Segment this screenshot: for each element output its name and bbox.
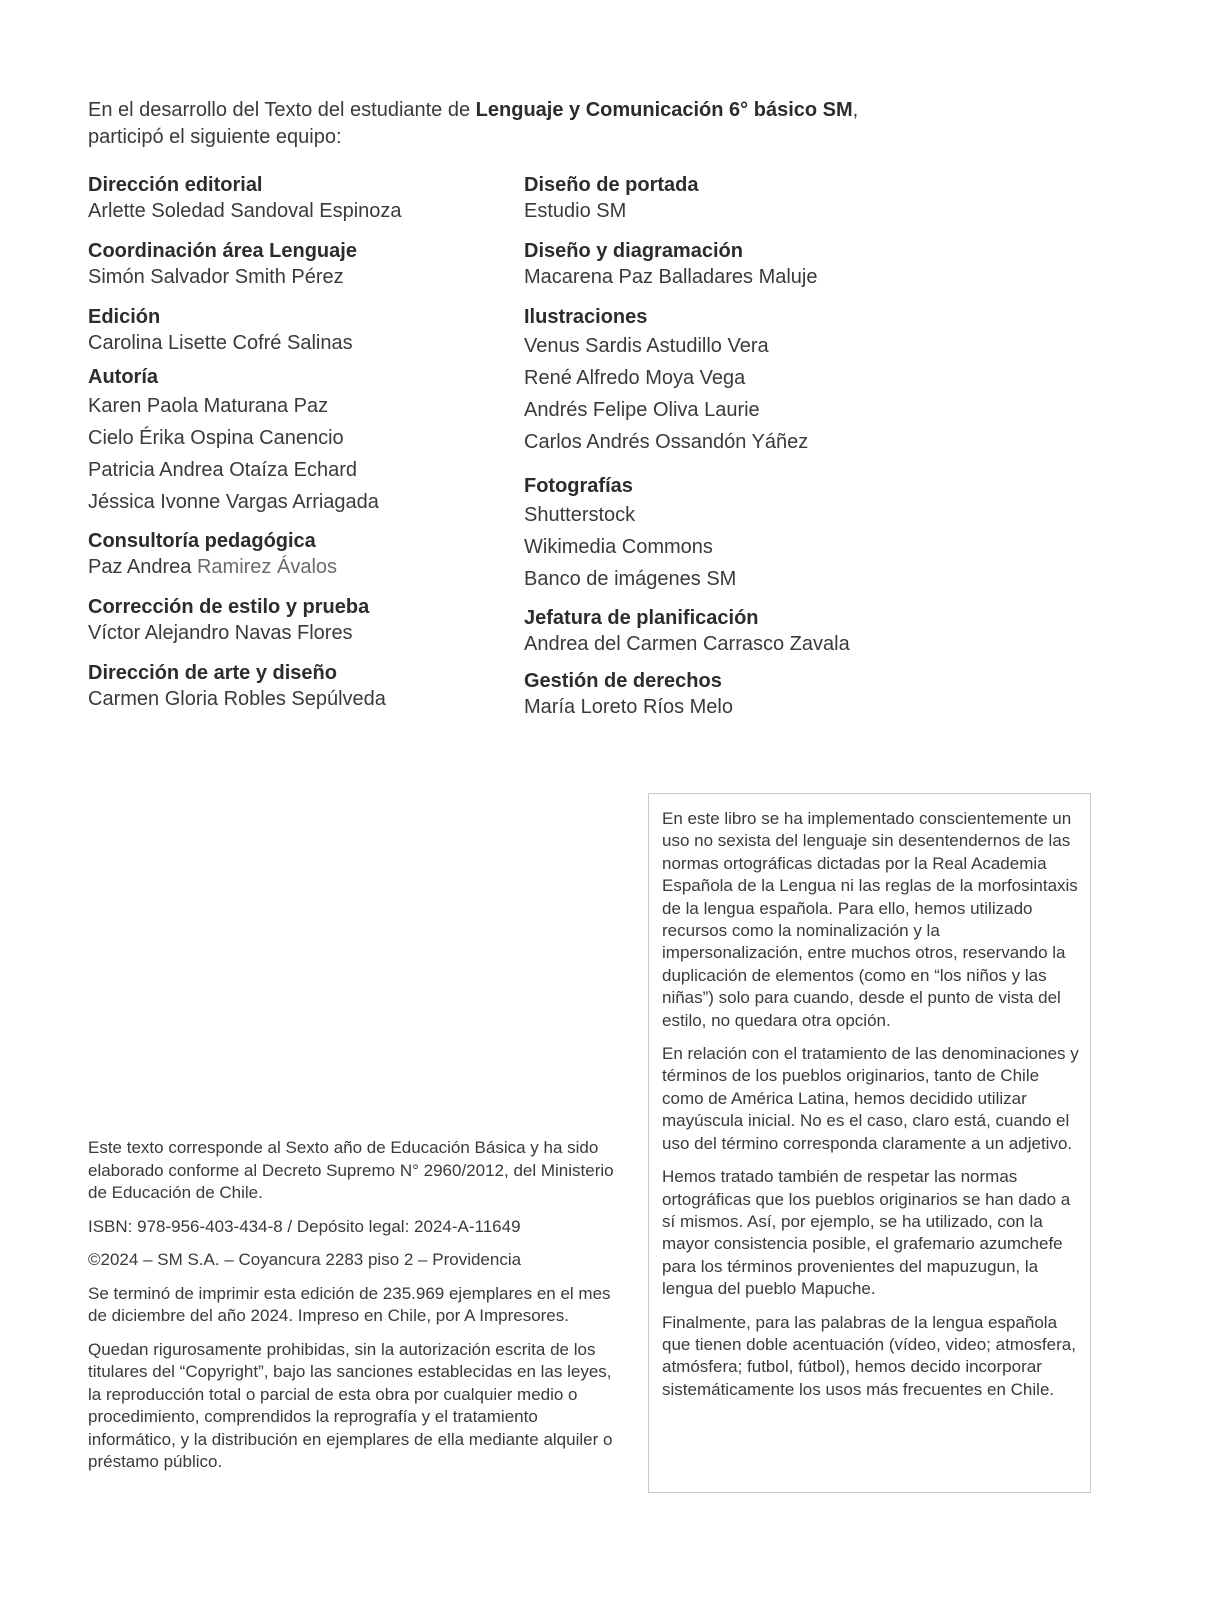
credit-name: Shutterstock xyxy=(524,504,636,526)
credit-name: Wikimedia Commons xyxy=(524,536,713,558)
credit-name: Carlos Andrés Ossandón Yáñez xyxy=(524,431,809,453)
credit-name: Carolina Lisette Cofré Salinas xyxy=(88,332,353,354)
credit-name: Víctor Alejandro Navas Flores xyxy=(88,622,353,644)
credit-heading: Corrección de estilo y prueba xyxy=(88,596,370,618)
credit-heading: Coordinación área Lenguaje xyxy=(88,240,357,262)
credit-consultoria xyxy=(88,528,488,581)
legal-copyright: ©2024 – SM S.A. – Coyancura 2283 piso 2 – Providencia xyxy=(88,1250,522,1269)
credit-heading: Jefatura de planificación xyxy=(524,607,759,629)
intro-line-2: participó el siguiente equipo: xyxy=(88,126,342,148)
note-paragraph: Hemos tratado también de respetar las normas ortográficas que los pueblos originarios se han dado a sí mismos. Así, por ejemplo, se ha utilizado, con la mayor consistencia posible, el grafemario azumchefe para los términos provenientes del mapuzugun, la lengua del pueblo Mapuche. xyxy=(662,1167,1071,1299)
credit-name: Macarena Paz Balladares Maluje xyxy=(524,266,818,288)
note-paragraph: Finalmente, para las palabras de la lengua española que tienen doble acentuación (vídeo, video; atmosfera, atmósfera; futbol, fútbol), hemos decido incorporar sistemáticamente los usos más frecuentes en Chile. xyxy=(662,1312,1076,1399)
credits-left-column xyxy=(88,172,488,726)
credit-heading: Diseño y diagramación xyxy=(524,240,743,262)
credit-name: Venus Sardis Astudillo Vera xyxy=(524,335,769,357)
credit-name: Simón Salvador Smith Pérez xyxy=(88,266,344,288)
credit-name-part: Paz Andrea xyxy=(88,556,192,578)
credit-name: María Loreto Ríos Melo xyxy=(524,696,733,718)
intro-comma: , xyxy=(852,99,859,121)
credit-gestion-derechos xyxy=(524,668,964,721)
credit-name: Andrés Felipe Oliva Laurie xyxy=(524,399,760,421)
credit-fotografias xyxy=(524,473,964,595)
credit-coordinacion xyxy=(88,238,488,291)
legal-notice xyxy=(88,1137,628,1485)
legal-printing: Se terminó de imprimir esta edición de 235.969 ejemplares en el mes de diciembre del año 2024. Impreso en Chile, por A Impresores. xyxy=(88,1283,611,1325)
credit-name xyxy=(88,554,488,581)
credit-name: Cielo Érika Ospina Canencio xyxy=(88,427,344,449)
intro-text xyxy=(88,97,908,151)
credit-direccion-arte xyxy=(88,660,488,713)
credit-ilustraciones xyxy=(524,304,964,458)
credit-heading: Dirección de arte y diseño xyxy=(88,662,337,684)
credit-name: Carmen Gloria Robles Sepúlveda xyxy=(88,688,386,710)
credit-heading: Fotografías xyxy=(524,475,633,497)
credit-diseno-portada xyxy=(524,172,964,225)
credit-diagramacion xyxy=(524,238,964,291)
credit-heading: Consultoría pedagógica xyxy=(88,530,316,552)
credit-name: Banco de imágenes SM xyxy=(524,568,737,590)
credit-name: Jéssica Ivonne Vargas Arriagada xyxy=(88,491,379,513)
credit-direccion-editorial xyxy=(88,172,488,225)
legal-decree: Este texto corresponde al Sexto año de Educación Básica y ha sido elaborado conforme al Decreto Supremo N° 2960/2012, del Ministerio de Educación de Chile. xyxy=(88,1138,614,1202)
credit-heading: Autoría xyxy=(88,366,158,388)
credit-autoria xyxy=(88,364,488,518)
credit-name: Arlette Soledad Sandoval Espinoza xyxy=(88,200,402,222)
credit-name: Estudio SM xyxy=(524,200,627,222)
credit-name-part-light: Ramirez Ávalos xyxy=(191,556,338,578)
credit-name: Karen Paola Maturana Paz xyxy=(88,395,329,417)
credit-correccion xyxy=(88,594,488,647)
credit-heading: Edición xyxy=(88,306,161,328)
credit-heading: Dirección editorial xyxy=(88,174,263,196)
note-paragraph: En relación con el tratamiento de las denominaciones y términos de los pueblos originarios, tanto de Chile como de América Latina, hemos decidido utilizar mayúscula inicial. No es el caso, claro está, cuando el uso del término corresponda claramente a un adjetivo. xyxy=(662,1044,1079,1153)
book-title: Lenguaje y Comunicación 6° básico SM xyxy=(475,99,853,121)
note-paragraph: En este libro se ha implementado conscientemente un uso no sexista del lenguaje sin desentendernos de las normas ortográficas dictadas por la Real Academia Española de la Lengua ni las reglas de la morfosintaxis de la lengua española. Para ello, hemos utilizado recursos como la nominalización y la impersonalización, entre muchos otros, reservando la duplicación de elementos (como en “los niños y las niñas”) solo para cuando, desde el punto de vista del estilo, no quedara otra opción. xyxy=(662,809,1078,1030)
credit-name: Patricia Andrea Otaíza Echard xyxy=(88,459,358,481)
credit-edicion xyxy=(88,304,488,357)
language-note-box xyxy=(648,793,1091,1493)
credit-heading: Ilustraciones xyxy=(524,306,648,328)
legal-prohibition: Quedan rigurosamente prohibidas, sin la autorización escrita de los titulares del “Copyright”, bajo las sanciones establecidas en las leyes, la reproducción total o parcial de esta obra por cualquier medio o procedimiento, comprendidos la reprografía y el tratamiento informático, y la distribución en ejemplares de ella mediante alquiler o préstamo público. xyxy=(88,1339,613,1471)
credit-heading: Diseño de portada xyxy=(524,174,699,196)
credit-name: René Alfredo Moya Vega xyxy=(524,367,746,389)
legal-isbn: ISBN: 978-956-403-434-8 / Depósito legal: 2024-A-11649 xyxy=(88,1216,521,1236)
intro-prefix: En el desarrollo del Texto del estudiante de xyxy=(88,99,476,121)
credit-jefatura xyxy=(524,605,964,658)
credit-heading: Gestión de derechos xyxy=(524,670,722,692)
credit-name: Andrea del Carmen Carrasco Zavala xyxy=(524,633,850,655)
credits-right-column xyxy=(524,172,964,734)
